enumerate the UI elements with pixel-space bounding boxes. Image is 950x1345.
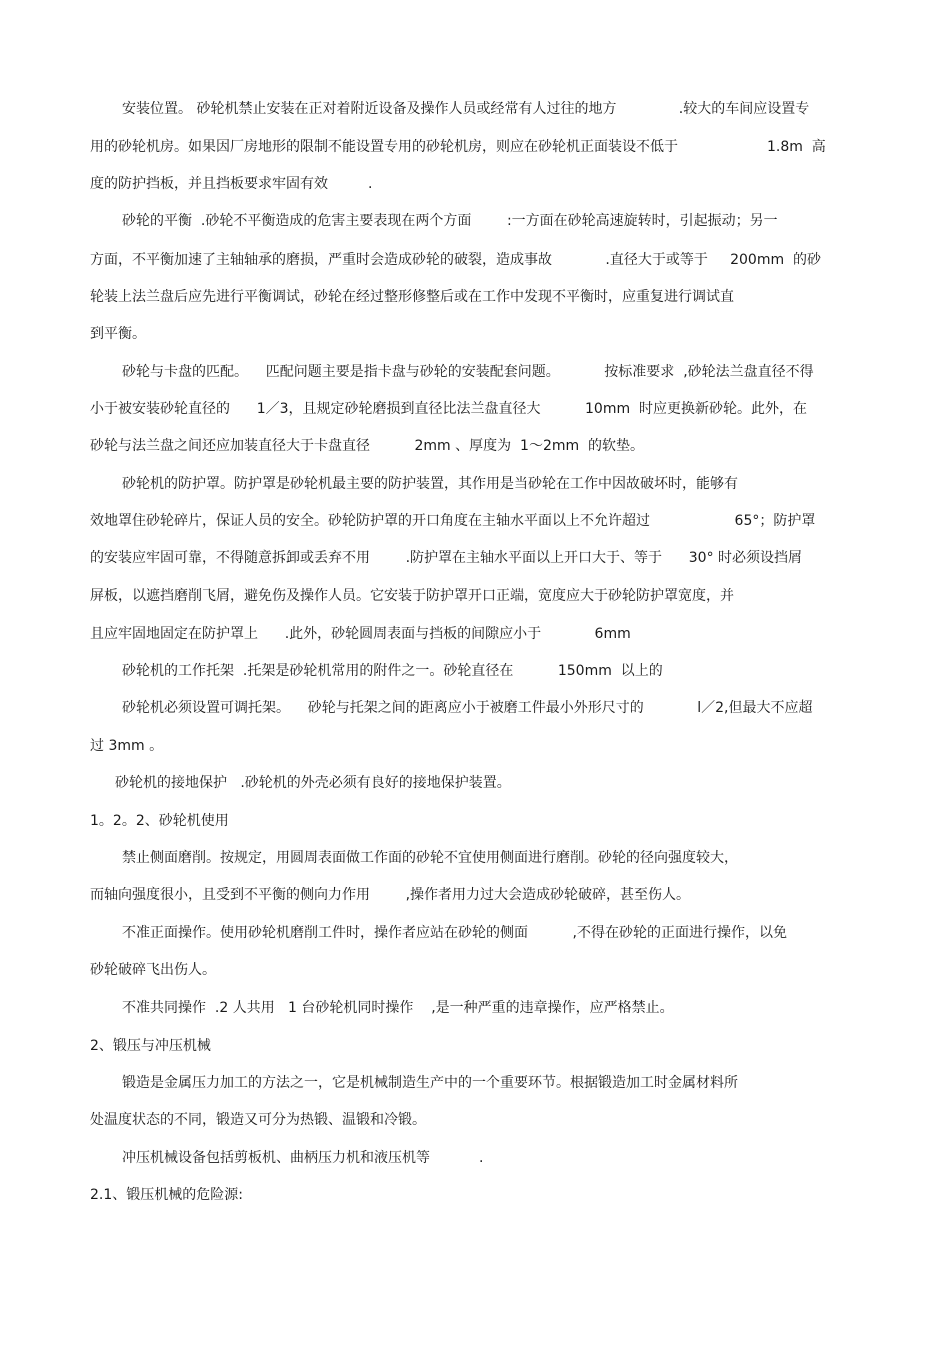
para-line-15: 且应牢固地固定在防护罩上 .此外，砂轮圆周表面与挡板的间隙应小于 6mm: [90, 626, 631, 642]
para-line-17: 砂轮机必须设置可调托架。 砂轮与托架之间的距离应小于被磨工件最小外形尺寸的 l／2,但最大不应超: [122, 700, 813, 716]
para-line-7: 到平衡。: [90, 326, 146, 342]
para-line-6: 轮装上法兰盘后应先进行平衡调试，砂轮在经过整形修整后或在工作中发现不平衡时，应重复进行调试直: [90, 289, 734, 305]
para-line-28: 处温度状态的不同，锻造又可分为热锻、温锻和冷锻。: [90, 1112, 426, 1128]
para-line-29: 冲压机械设备包括剪板机、曲柄压力机和液压机等 .: [122, 1150, 484, 1166]
para-line-16: 砂轮机的工作托架 .托架是砂轮机常用的附件之一。砂轮直径在 150mm 以上的: [122, 663, 663, 679]
para-line-24: 砂轮破碎飞出伤人。: [90, 962, 216, 978]
section-heading-2: 2、锻压与冲压机械: [90, 1038, 211, 1054]
para-line-1: 安装位置。 砂轮机禁止安装在正对着附近设备及操作人员或经常有人过往的地方 .较大的车间应设置专: [122, 101, 810, 117]
section-heading-2-1: 2.1、锻压机械的危险源:: [90, 1187, 243, 1203]
para-line-25: 不准共同操作 .2 人共用 1 台砂轮机同时操作 ,是一种严重的违章操作，应严格禁止。: [122, 1000, 674, 1016]
para-line-22: 而轴向强度很小，且受到不平衡的侧向力作用 ,操作者用力过大会造成砂轮破碎，甚至伤人。: [90, 887, 691, 903]
para-line-2: 用的砂轮机房。如果因厂房地形的限制不能设置专用的砂轮机房，则应在砂轮机正面装设不低于 1.8m 高: [90, 139, 826, 155]
para-line-12: 效地罩住砂轮碎片，保证人员的安全。砂轮防护罩的开口角度在主轴水平面以上不允许超过 65°；防护罩: [90, 513, 816, 529]
para-line-5: 方面，不平衡加速了主轴轴承的磨损，严重时会造成砂轮的破裂，造成事故 .直径大于或等于 200mm 的砂: [90, 252, 821, 268]
para-line-3: 度的防护挡板，并且挡板要求牢固有效 .: [90, 176, 373, 192]
para-line-27: 锻造是金属压力加工的方法之一，它是机械制造生产中的一个重要环节。根据锻造加工时金属材料所: [122, 1075, 738, 1091]
para-line-10: 砂轮与法兰盘之间还应加装直径大于卡盘直径 2mm 、厚度为 1～2mm 的软垫。: [90, 438, 645, 454]
para-line-4: 砂轮的平衡 .砂轮不平衡造成的危害主要表现在两个方面 :一方面在砂轮高速旋转时，引起振动；另一: [122, 213, 778, 229]
para-line-13: 的安装应牢固可靠，不得随意拆卸或丢弃不用 .防护罩在主轴水平面以上开口大于、等于 30° 时必须设挡屑: [90, 550, 803, 566]
para-line-18: 过 3mm 。: [90, 738, 164, 754]
para-line-9: 小于被安装砂轮直径的 1／3，且规定砂轮磨损到直径比法兰盘直径大 10mm 时应更换新砂轮。此外，在: [90, 401, 808, 417]
para-line-14: 屏板，以遮挡磨削飞屑，避免伤及操作人员。它安装于防护罩开口正端，宽度应大于砂轮防护罩宽度，并: [90, 588, 734, 604]
para-line-23: 不准正面操作。使用砂轮机磨削工件时，操作者应站在砂轮的侧面 ,不得在砂轮的正面进行操作，以免: [122, 925, 787, 941]
para-line-21: 禁止侧面磨削。按规定，用圆周表面做工作面的砂轮不宜使用侧面进行磨削。砂轮的径向强度较大，: [122, 850, 738, 866]
section-heading-1-2-2: 1。2。2、砂轮机使用: [90, 813, 229, 829]
para-line-19: 砂轮机的接地保护 .砂轮机的外壳必须有良好的接地保护装置。: [115, 775, 511, 791]
para-line-8: 砂轮与卡盘的匹配。 匹配问题主要是指卡盘与砂轮的安装配套问题。 按标准要求 ,砂轮法兰盘直径不得: [122, 364, 814, 380]
para-line-11: 砂轮机的防护罩。防护罩是砂轮机最主要的防护装置，其作用是当砂轮在工作中因故破坏时，能够有: [122, 476, 738, 492]
